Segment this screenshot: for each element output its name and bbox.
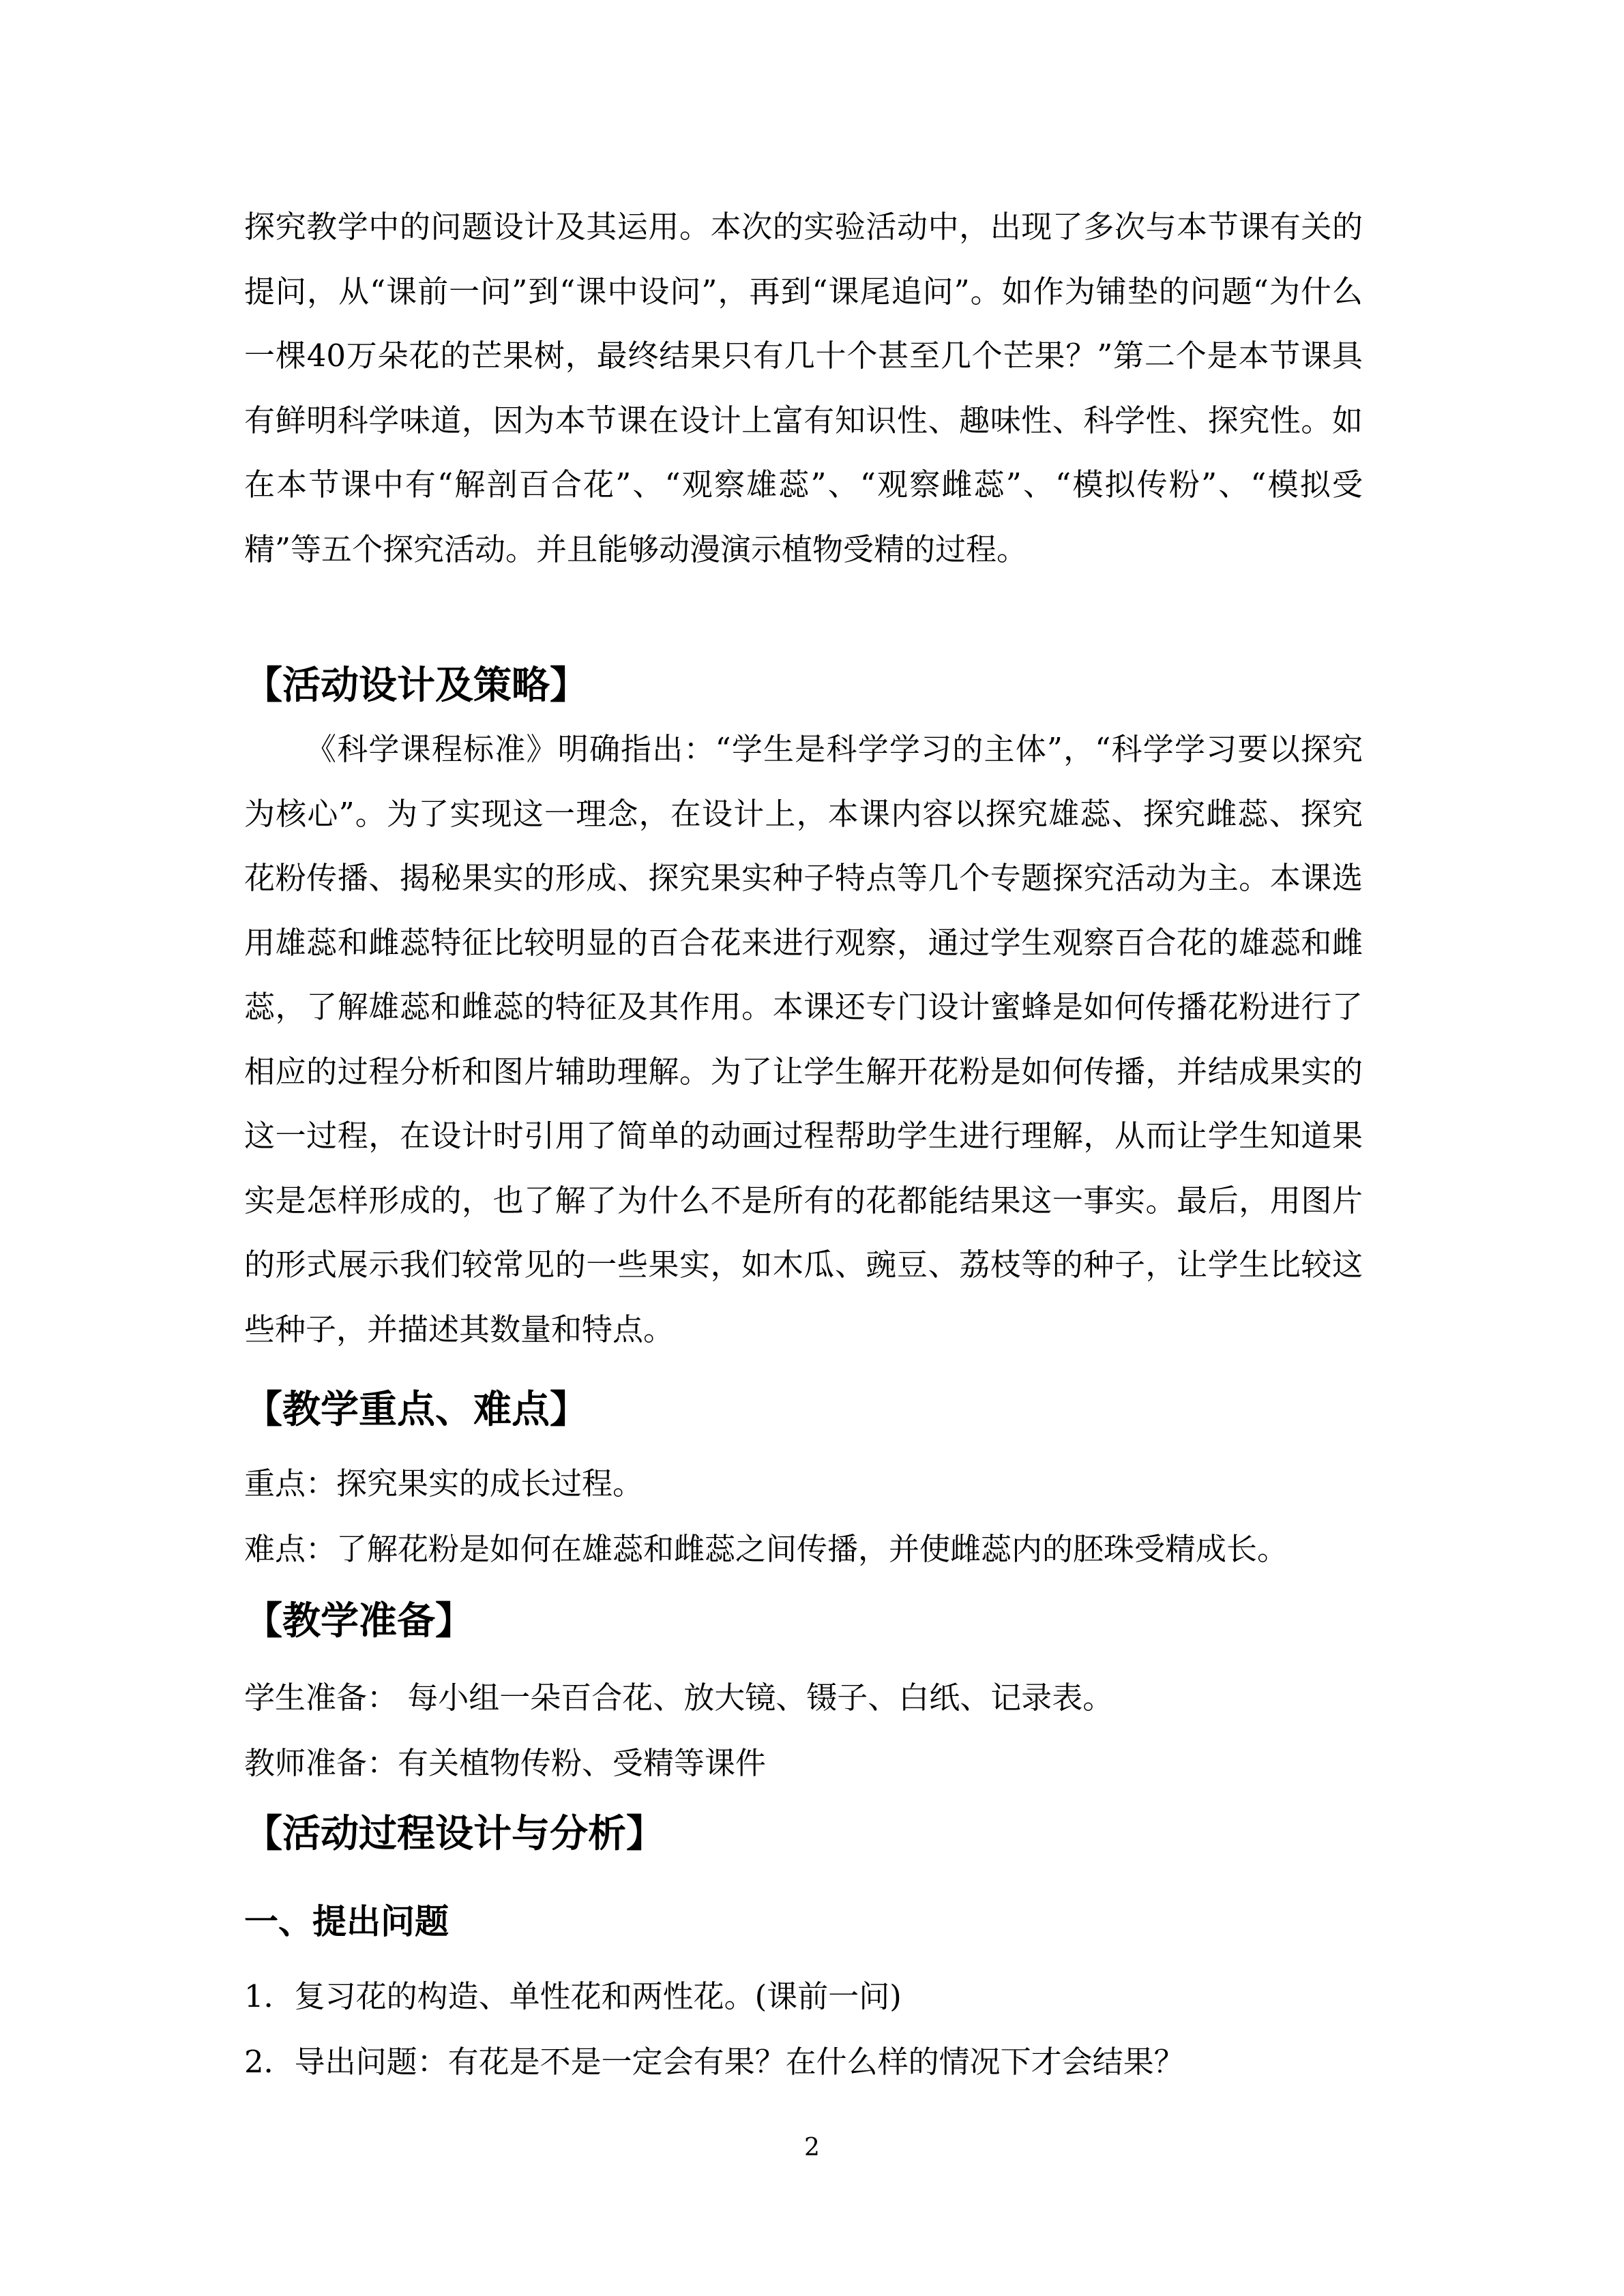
key-points-heading: 【教学重点、难点】 [244, 1388, 588, 1432]
preparation-heading: 【教学准备】 [244, 1599, 473, 1643]
activity-design-heading: 【活动设计及策略】 [244, 664, 588, 708]
process-item-2: 2．导出问题：有花是不是一定会有果？在什么样的情况下才会结果？ [244, 2044, 1185, 2080]
process-item-1: 1．复习花的构造、单性花和两性花。(课前一问) [244, 1978, 902, 2014]
student-preparation: 学生准备： 每小组一朵百合花、放大镜、镊子、白纸、记录表。 [244, 1680, 1114, 1716]
key-point-difficulty: 难点：了解花粉是如何在雄蕊和雌蕊之间传播，并使雌蕊内的胚珠受精成长。 [244, 1531, 1288, 1567]
key-point-focus: 重点：探究果实的成长过程。 [244, 1465, 644, 1502]
page-number: 2 [804, 2134, 820, 2162]
section-title-raise-question: 一、提出问题 [244, 1902, 449, 1941]
process-heading: 【活动过程设计与分析】 [244, 1812, 664, 1856]
teacher-preparation: 教师准备：有关植物传粉、受精等课件 [244, 1745, 767, 1781]
activity-design-paragraph: 《科学课程标准》明确指出：“学生是科学学习的主体”，“科学学习要以探究为核心”。为了实现这一理念，在设计上，本课内容以探究雄蕊、探究雌蕊、探究花粉传播、揭秘果实的形成、探究果实种子特点等几个专题探究活动为主。本课选用雄蕊和雌蕊特征比较明显的百合花来进行观察，通过学生观察百合花的雄蕊和雌蕊，了解雄蕊和雌蕊的特征及其作用。本课还专门设计蜜蜂是如何传播花粉进行了相应的过程分析和图片辅助理解。为了让学生解开花粉是如何传播，并结成果实的这一过程，在设计时引用了简单的动画过程帮助学生进行理解，从而让学生知道果实是怎样形成的，也了解了为什么不是所有的花都能结果这一事实。最后，用图片的形式展示我们较常见的一些果实，如木瓜、豌豆、荔枝等的种子，让学生比较这些种子，并描述其数量和特点。 [244, 731, 1363, 1347]
intro-paragraph: 探究教学中的问题设计及其运用。本次的实验活动中，出现了多次与本节课有关的提问，从“课前一问”到“课中设问”，再到“课尾追问”。如作为铺垫的问题“为什么一棵40万朵花的芒果树，最终结果只有几十个甚至几个芒果？”第二个是本节课具有鲜明科学味道，因为本节课在设计上富有知识性、趣味性、科学性、探究性。如在本节课中有“解剖百合花”、“观察雄蕊”、“观察雌蕊”、“模拟传粉”、“模拟受精”等五个探究活动。并且能够动漫演示植物受精的过程。 [244, 209, 1363, 567]
